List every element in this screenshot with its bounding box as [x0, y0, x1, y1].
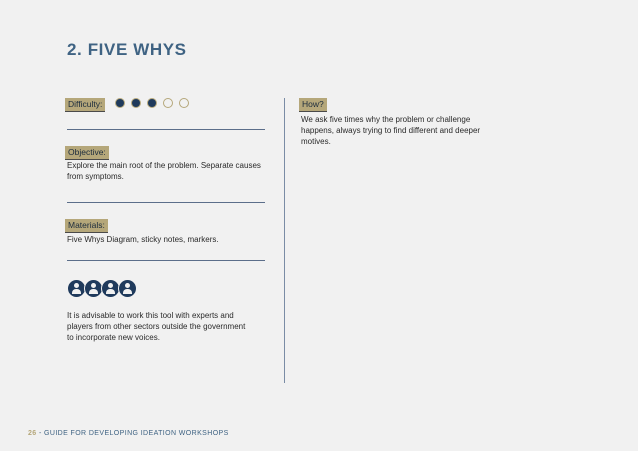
how-text: We ask five times why the problem or challenge happens, always trying to find different and deeper motives.: [301, 115, 481, 146]
objective-label: Objective:: [65, 146, 109, 160]
difficulty-dot-filled: [115, 98, 125, 108]
difficulty-rating: [115, 98, 189, 108]
footer-text: GUIDE FOR DEVELOPING IDEATION WORKSHOPS: [44, 430, 229, 437]
participants-note: It is advisable to work this tool with experts and players from other sectors outside the government to incorporate new voices.: [67, 311, 246, 342]
difficulty-dot-filled: [131, 98, 141, 108]
divider: [67, 129, 265, 130]
people-group-icon: [67, 279, 135, 298]
materials-text: Five Whys Diagram, sticky notes, markers.: [67, 235, 219, 244]
difficulty-dot-empty: [179, 98, 189, 108]
page-footer: [28, 430, 229, 437]
difficulty-label: Difficulty:: [65, 98, 105, 112]
column-divider: [284, 98, 285, 383]
person-icon: [118, 279, 137, 298]
footer-separator: -: [36, 430, 45, 437]
how-label: How?: [299, 98, 327, 112]
page-number: 26: [28, 430, 37, 437]
divider: [67, 202, 265, 203]
materials-label: Materials:: [65, 219, 108, 233]
objective-text: Explore the main root of the problem. Separate causes from symptoms.: [67, 161, 261, 181]
page-title: 2. FIVE WHYS: [67, 40, 187, 59]
difficulty-dot-filled: [147, 98, 157, 108]
divider: [67, 260, 265, 261]
difficulty-dot-empty: [163, 98, 173, 108]
